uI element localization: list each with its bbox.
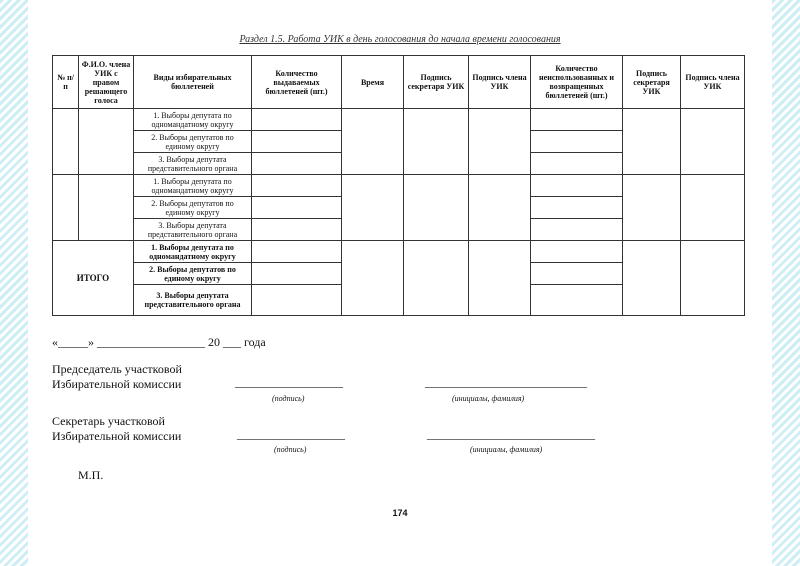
cell-secretary-sign-2[interactable] [623, 109, 681, 175]
cell-issued-total[interactable] [252, 263, 342, 285]
cell-secretary-sign-total[interactable] [404, 241, 469, 316]
cell-ballot-type: 2. Выборы депутатов по единому округу [134, 131, 252, 153]
cell-secretary-sign-2-total[interactable] [623, 241, 681, 316]
cell-time-total[interactable] [342, 241, 404, 316]
left-decorative-border [0, 0, 28, 566]
cell-unused[interactable] [531, 197, 623, 219]
chairman-title-line2: Избирательной комиссии [52, 377, 182, 391]
col-header-unused-count: Количество неиспользованных и возвращенных бюллетеней (шт.) [531, 56, 623, 109]
right-decorative-border [772, 0, 800, 566]
cell-time[interactable] [342, 109, 404, 175]
cell-ballot-type: 2. Выборы депутатов по единому округу [134, 197, 252, 219]
cell-ballot-type-total: 1. Выборы депутата по одномандатному округу [134, 241, 252, 263]
secretary-title-line1: Секретарь участковой [52, 414, 165, 428]
secretary-name-caption: (инициалы, фамилия) [470, 445, 543, 454]
cell-unused-total[interactable] [531, 241, 623, 263]
col-header-number: № п/п [53, 56, 79, 109]
col-header-time: Время [342, 56, 404, 109]
total-label: ИТОГО [53, 241, 134, 316]
cell-time[interactable] [342, 175, 404, 241]
cell-member-sign-2[interactable] [681, 109, 745, 175]
cell-issued[interactable] [252, 109, 342, 131]
section-header: Раздел 1.5. Работа УИК в день голосования до начала времени голосования [239, 34, 561, 45]
cell-number[interactable] [53, 109, 79, 175]
cell-number[interactable] [53, 175, 79, 241]
cell-secretary-sign[interactable] [404, 175, 469, 241]
stamp-placeholder: М.П. [78, 468, 104, 482]
ballot-issue-table [52, 55, 745, 316]
secretary-title-line2: Избирательной комиссии [52, 429, 182, 443]
cell-issued[interactable] [252, 175, 342, 197]
cell-member-name[interactable] [79, 175, 134, 241]
chairman-name-caption: (инициалы, фамилия) [452, 394, 525, 403]
cell-secretary-sign[interactable] [404, 109, 469, 175]
secretary-signature-caption: (подпись) [274, 445, 307, 454]
date-line[interactable]: «_____» __________________ 20 ___ года [52, 335, 266, 349]
cell-member-name[interactable] [79, 109, 134, 175]
secretary-name-line[interactable]: ____________________________ [427, 427, 595, 441]
table-row [53, 109, 745, 131]
cell-unused[interactable] [531, 153, 623, 175]
cell-unused-total[interactable] [531, 263, 623, 285]
cell-issued[interactable] [252, 131, 342, 153]
chairman-name-line[interactable]: ___________________________ [425, 375, 587, 389]
cell-ballot-type: 3. Выборы депутата представительного органа [134, 153, 252, 175]
cell-unused-total[interactable] [531, 285, 623, 316]
cell-member-sign[interactable] [469, 175, 531, 241]
cell-unused[interactable] [531, 219, 623, 241]
col-header-member-sign: Подпись члена УИК [469, 56, 531, 109]
cell-issued[interactable] [252, 197, 342, 219]
cell-member-sign-2[interactable] [681, 175, 745, 241]
cell-issued[interactable] [252, 219, 342, 241]
col-header-member-sign-2: Подпись члена УИК [681, 56, 745, 109]
cell-ballot-type-total: 3. Выборы депутата представительного органа [134, 285, 252, 316]
secretary-signature-line[interactable]: __________________ [237, 427, 345, 441]
col-header-issued-count: Количество выдаваемых бюллетеней (шт.) [252, 56, 342, 109]
cell-secretary-sign-2[interactable] [623, 175, 681, 241]
table-header-row [53, 56, 745, 109]
cell-ballot-type: 3. Выборы депутата представительного органа [134, 219, 252, 241]
col-header-secretary-sign-2: Подпись секретаря УИК [623, 56, 681, 109]
cell-unused[interactable] [531, 175, 623, 197]
cell-issued-total[interactable] [252, 241, 342, 263]
cell-member-sign-2-total[interactable] [681, 241, 745, 316]
cell-issued[interactable] [252, 153, 342, 175]
cell-ballot-type: 1. Выборы депутата по одномандатному округу [134, 109, 252, 131]
cell-unused[interactable] [531, 131, 623, 153]
col-header-name: Ф.И.О. члена УИК с правом решающего голоса [79, 56, 134, 109]
chairman-title-line1: Председатель участковой [52, 362, 182, 376]
table-row-total [53, 241, 745, 263]
chairman-signature-caption: (подпись) [272, 394, 305, 403]
page-number: 174 [392, 508, 408, 518]
cell-unused[interactable] [531, 109, 623, 131]
col-header-ballot-type: Виды избирательных бюллетеней [134, 56, 252, 109]
cell-ballot-type: 1. Выборы депутата по одномандатному округу [134, 175, 252, 197]
col-header-secretary-sign: Подпись секретаря УИК [404, 56, 469, 109]
cell-issued-total[interactable] [252, 285, 342, 316]
table-row [53, 175, 745, 197]
chairman-signature-line[interactable]: __________________ [235, 375, 343, 389]
cell-member-sign-total[interactable] [469, 241, 531, 316]
cell-ballot-type-total: 2. Выборы депутатов по единому округу [134, 263, 252, 285]
cell-member-sign[interactable] [469, 109, 531, 175]
